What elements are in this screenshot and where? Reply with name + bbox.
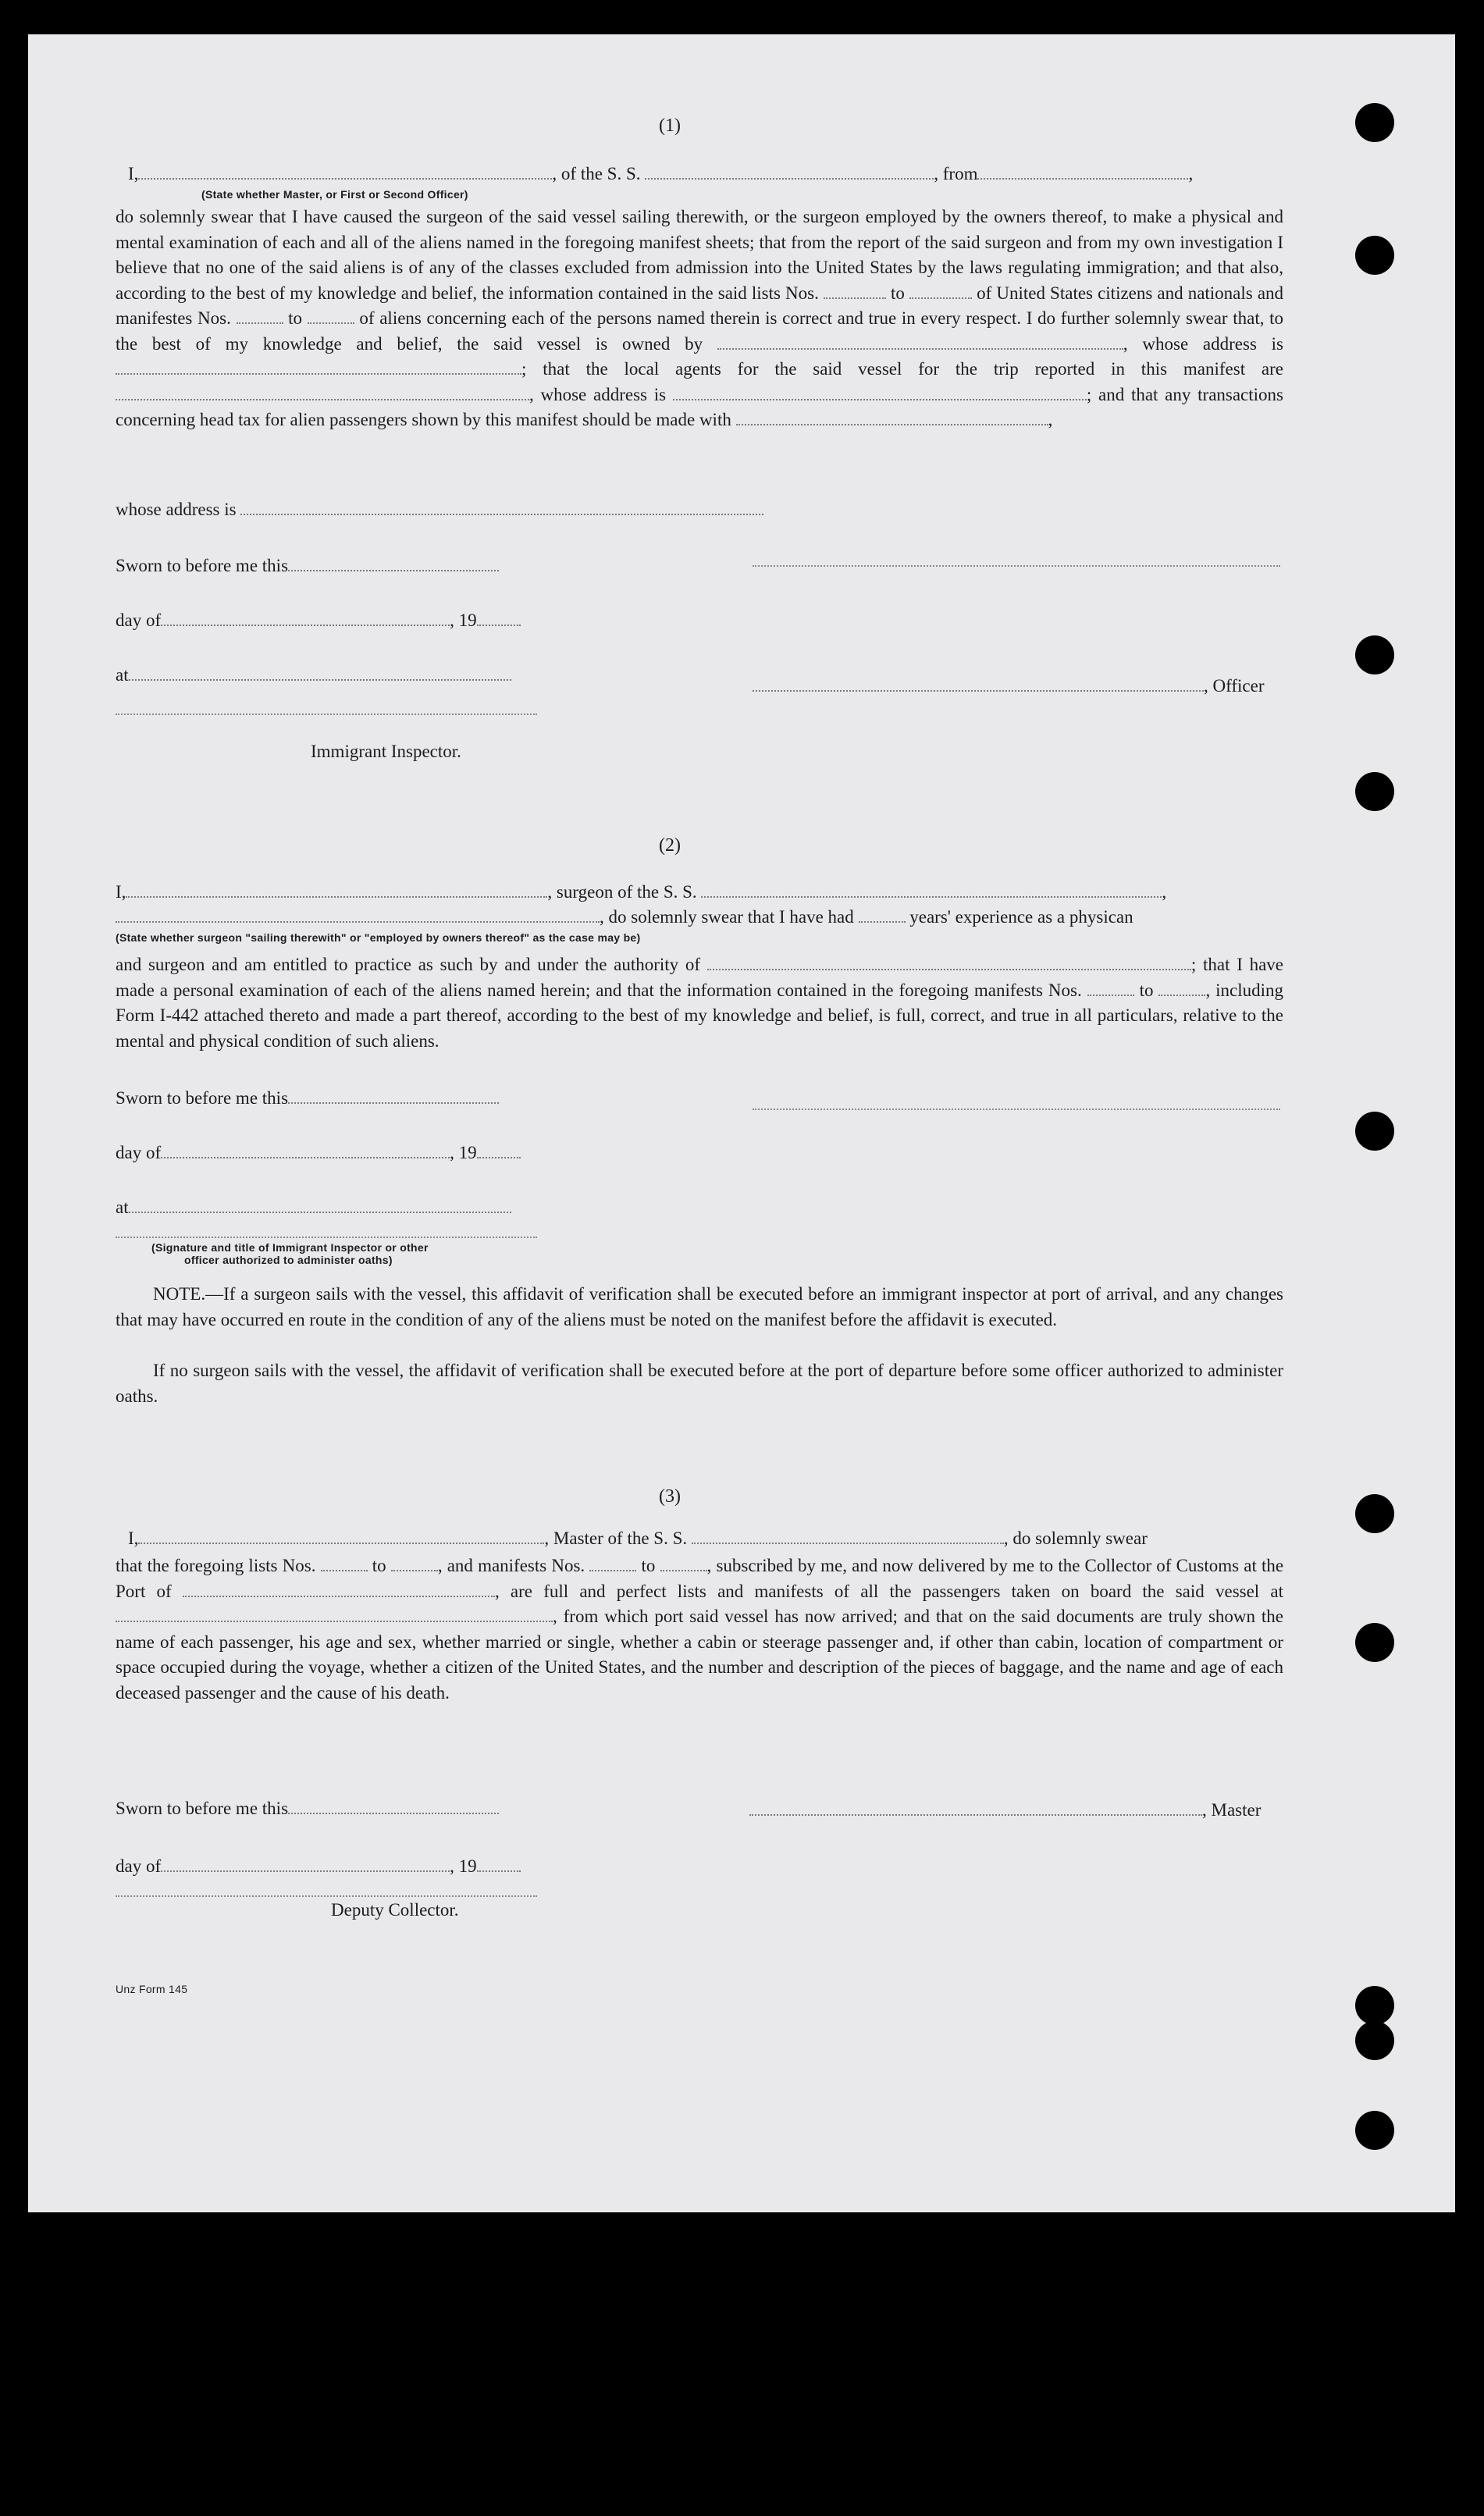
sworn-label: Sworn to before me this bbox=[116, 1799, 289, 1818]
sworn-label: Sworn to before me this bbox=[116, 1088, 289, 1108]
master-label: , Master bbox=[1202, 1800, 1262, 1820]
surgeon-name-blank[interactable] bbox=[126, 882, 547, 898]
to-label: to bbox=[891, 283, 905, 303]
at-label: at bbox=[116, 665, 129, 685]
section1-from: , from bbox=[934, 164, 978, 183]
master-of-ss-label: , Master of the S. S. bbox=[544, 1528, 688, 1548]
at-label: at bbox=[116, 1198, 129, 1217]
agents-address-blank[interactable] bbox=[673, 385, 1087, 400]
years-blank[interactable] bbox=[859, 907, 906, 923]
head-tax-contact-blank[interactable] bbox=[736, 410, 1048, 425]
lists-from-blank[interactable] bbox=[824, 283, 886, 299]
manifests-to-blank[interactable] bbox=[660, 1556, 707, 1571]
section1-text-b: of United States citizens and nationals and manifestes Nos. bbox=[116, 283, 1284, 328]
section1-state-note: (State whether Master, or First or Second Officer) bbox=[201, 188, 468, 201]
year-blank[interactable] bbox=[477, 1856, 521, 1872]
section1-text-c: of aliens concerning each of the persons named therein is correct and true in every respect. I do further solemnly swear that, to the best of my knowledge and belief, the said vessel is owned by bbox=[116, 308, 1284, 354]
whose-address-label: , whose address is bbox=[529, 384, 667, 404]
embark-port-blank[interactable] bbox=[116, 1607, 553, 1622]
to-label: to bbox=[288, 308, 303, 328]
punch-hole bbox=[1355, 1623, 1394, 1662]
manifests-to-blank[interactable] bbox=[308, 308, 354, 324]
at-place-blank[interactable] bbox=[129, 665, 511, 681]
agents-blank[interactable] bbox=[116, 385, 529, 400]
immigrant-inspector-label: Immigrant Inspector. bbox=[311, 742, 461, 761]
section2-sworn bbox=[116, 1088, 499, 1109]
officer-name-blank[interactable] bbox=[138, 164, 552, 180]
note-text-2: If no surgeon sails with the vessel, the affidavit of verification shall be executed before at the port of departure before some officer authorized to administer oaths. bbox=[116, 1361, 1283, 1406]
officer-signature-blank[interactable] bbox=[753, 676, 1204, 692]
section1-line1: I, , of the S. S. , from , bbox=[128, 164, 1194, 183]
year-blank[interactable] bbox=[477, 610, 521, 626]
to-label: to bbox=[641, 1556, 656, 1575]
officer-signature-line-1[interactable] bbox=[753, 565, 1280, 567]
sworn-day-blank[interactable] bbox=[288, 1799, 499, 1814]
punch-hole bbox=[1355, 103, 1394, 142]
section1-day-of bbox=[116, 610, 521, 631]
lists-to-blank[interactable] bbox=[391, 1556, 438, 1571]
day-of-label: day of bbox=[116, 1143, 162, 1162]
manifests-from-blank[interactable] bbox=[1087, 980, 1134, 996]
port-blank[interactable] bbox=[183, 1582, 495, 1597]
section2-text-a: and surgeon and am entitled to practice as such by and under the authority of bbox=[116, 955, 701, 974]
section1-text-d: ; that the local agents for the said vessel for the trip reported in this manifest are bbox=[521, 359, 1283, 379]
owner-blank[interactable] bbox=[717, 334, 1123, 350]
surgeon-vessel-blank[interactable] bbox=[701, 882, 1162, 898]
punch-hole bbox=[1355, 1494, 1394, 1533]
surgeon-status-blank[interactable] bbox=[116, 907, 600, 923]
section3-day-of bbox=[116, 1856, 521, 1877]
manifests-to-blank[interactable] bbox=[1158, 980, 1205, 996]
master-signature-blank[interactable] bbox=[749, 1800, 1202, 1816]
section2-at bbox=[116, 1198, 511, 1218]
section2-body bbox=[116, 952, 1283, 1054]
to-label: to bbox=[372, 1556, 386, 1575]
year-label: , 19 bbox=[450, 1856, 477, 1876]
officer-label: , Officer bbox=[1204, 676, 1265, 696]
day-of-label: day of bbox=[116, 610, 162, 630]
sworn-day-blank[interactable] bbox=[288, 556, 499, 571]
section1-at bbox=[116, 665, 511, 685]
section1-body: do solemnly swear that I have caused the surgeon of the said vessel sailing therewith, or the surgeon employed by the owners thereof, to make a physical and mental examination of each and all of the aliens named in the foregoing manifest sheets; that from the report of the said surgeon and from my own investigation I believe that no one of the said aliens is of any of the classes excluded from admission into the United States by the laws regulating immigration; and that also, according to the best of my knowledge and belief, the information contained in the said lists Nos. to of United States citizens and nationals and manifestes Nos. to of aliens concerning each of the persons named therein is correct and true in every respect. I do further solemnly swear that, to the best of my knowledge and belief, the said vessel is owned by , whose address is ; that the local agents for the said vessel for the trip reported in this manifest are , whose address is ; and that any transactions concerning head tax for alien passengers shown by this manifest should be made with , bbox=[116, 207, 1284, 429]
inspector-signature-line[interactable] bbox=[116, 714, 537, 715]
surgeon-signature-line[interactable] bbox=[753, 1109, 1280, 1110]
section3-text-c: , subscribed by me, and now delivered by me to the Collector of Customs at the Port of bbox=[116, 1556, 1284, 1601]
section1-whose-address bbox=[116, 500, 763, 520]
master-vessel-blank[interactable] bbox=[692, 1528, 1004, 1544]
punch-hole bbox=[1355, 1112, 1394, 1151]
manifests-from-blank[interactable] bbox=[589, 1556, 636, 1571]
form-number: Unz Form 145 bbox=[116, 1983, 188, 1995]
year-blank[interactable] bbox=[477, 1143, 521, 1158]
section3-i: I, bbox=[128, 1528, 139, 1548]
section3-line1 bbox=[128, 1528, 1148, 1549]
lists-from-blank[interactable] bbox=[321, 1556, 368, 1571]
signature-note-2: officer authorized to administer oaths) bbox=[184, 1254, 393, 1266]
head-tax-address-blank[interactable] bbox=[240, 500, 763, 515]
section1-text-a: do solemnly swear that I have caused the surgeon of the said vessel sailing therewith, or the surgeon employed by the owners thereof, to make a physical and mental examination of each and all of the aliens named in the foregoing manifest sheets; that from the report of the said surgeon and from my own investigation I believe that no one of the said aliens is of any of the classes excluded from admission into the United States by the laws regulating immigration; and that also, according to the best of my knowledge and belief, the information contained in the said lists Nos. bbox=[116, 207, 1283, 303]
section1-number: (1) bbox=[659, 116, 681, 136]
section3-number: (3) bbox=[659, 1486, 681, 1507]
punch-hole bbox=[1355, 2111, 1394, 2150]
sworn-day-blank[interactable] bbox=[288, 1088, 499, 1104]
year-label: , 19 bbox=[450, 610, 477, 630]
section1-officer bbox=[753, 676, 1264, 696]
manifests-from-blank[interactable] bbox=[237, 308, 283, 324]
port-from-blank[interactable] bbox=[977, 164, 1188, 180]
section3-text-a: that the foregoing lists Nos. bbox=[116, 1556, 316, 1575]
punch-hole bbox=[1355, 2021, 1394, 2060]
month-blank[interactable] bbox=[161, 1143, 450, 1158]
sworn-label: Sworn to before me this bbox=[116, 556, 289, 575]
punch-hole bbox=[1355, 1986, 1394, 2025]
section3-sworn bbox=[116, 1799, 499, 1819]
section2-number: (2) bbox=[659, 835, 681, 856]
to-label: to bbox=[1139, 980, 1154, 1000]
note-paragraph-1 bbox=[116, 1282, 1283, 1333]
owner-address-blank[interactable] bbox=[116, 359, 521, 375]
section1-sworn bbox=[116, 556, 499, 576]
lists-to-blank[interactable] bbox=[909, 283, 972, 299]
section2-state-note: (State whether surgeon "sailing therewith" or "employed by owners thereof" as the case may be) bbox=[116, 931, 641, 944]
section3-text-e: , from which port said vessel has now arrived; and that on the said documents are truly shown the name of each passenger, his age and sex, whether married or single, whether a cabin or steerage passenger and, if other than cabin, location of compartment or space occupied during the voyage, whether a citizen of the United States, and the number and description of the pieces of baggage, and the name and age of each deceased passenger and the cause of his death. bbox=[116, 1607, 1283, 1703]
punch-hole bbox=[1355, 635, 1394, 674]
month-blank[interactable] bbox=[161, 1856, 450, 1872]
deputy-signature-line[interactable] bbox=[116, 1895, 537, 1897]
note-text-1: NOTE.—If a surgeon sails with the vessel, this affidavit of verification shall be executed before an immigrant inspector at port of arrival, and any changes that may have occurred en route in the condition of any of the aliens must be noted on the manifest before the affidavit is executed. bbox=[116, 1284, 1283, 1329]
years-experience-label: years' experience as a physican bbox=[909, 907, 1133, 927]
signature-note-1: (Signature and title of Immigrant Inspector or other bbox=[151, 1241, 429, 1254]
section3-body bbox=[116, 1553, 1283, 1706]
section2-day-of bbox=[116, 1143, 521, 1163]
section2-i: I, bbox=[116, 882, 126, 902]
solemnly-swear-label: , do solemnly swear bbox=[1003, 1528, 1148, 1548]
section1-text-e: ; and that any transactions concerning head tax for alien passengers shown by this manifest should be made with bbox=[116, 384, 1283, 429]
surgeon-of-ss-label: , surgeon of the S. S. bbox=[547, 882, 697, 902]
punch-hole bbox=[1355, 236, 1394, 275]
master-name-blank[interactable] bbox=[138, 1528, 544, 1544]
whose-address-label: , whose address is bbox=[1123, 333, 1284, 354]
at-place-blank[interactable] bbox=[129, 1198, 511, 1213]
day-of-label: day of bbox=[116, 1856, 162, 1876]
document-page bbox=[28, 34, 1455, 2212]
section3-text-d: , are full and perfect lists and manifests of all the passengers taken on board the said vessel at bbox=[494, 1581, 1284, 1601]
section2-text-c: , including Form I-442 attached thereto and made a part thereof, according to the best of my knowledge and belief, is full, correct, and true in all particulars, relative to the mental and physical condition of such aliens. bbox=[116, 980, 1283, 1051]
authority-blank[interactable] bbox=[707, 955, 1191, 970]
year-label: , 19 bbox=[450, 1143, 477, 1162]
section1-i: I, bbox=[128, 164, 139, 183]
section3-text-b: , and manifests Nos. bbox=[437, 1556, 585, 1575]
whose-address-label: whose address is bbox=[116, 500, 237, 519]
solemnly-swear-label: , do solemnly swear that I have had bbox=[600, 907, 854, 927]
vessel-name-blank[interactable] bbox=[645, 164, 934, 180]
section2-line1: I, , surgeon of the S. S. , bbox=[116, 882, 1167, 902]
inspector-signature-line[interactable] bbox=[116, 1237, 537, 1238]
section2-line2 bbox=[116, 907, 1133, 927]
section3-master-sig bbox=[749, 1800, 1261, 1820]
month-blank[interactable] bbox=[161, 610, 450, 626]
section1-of-ss: , of the S. S. bbox=[552, 164, 641, 183]
section2-text-b: ; that I have made a personal examination of each of the aliens named herein; and that the information contained in the foregoing manifests Nos. bbox=[116, 955, 1284, 1000]
deputy-collector-label: Deputy Collector. bbox=[331, 1900, 459, 1920]
note-paragraph-2 bbox=[116, 1358, 1283, 1409]
punch-hole bbox=[1355, 772, 1394, 811]
